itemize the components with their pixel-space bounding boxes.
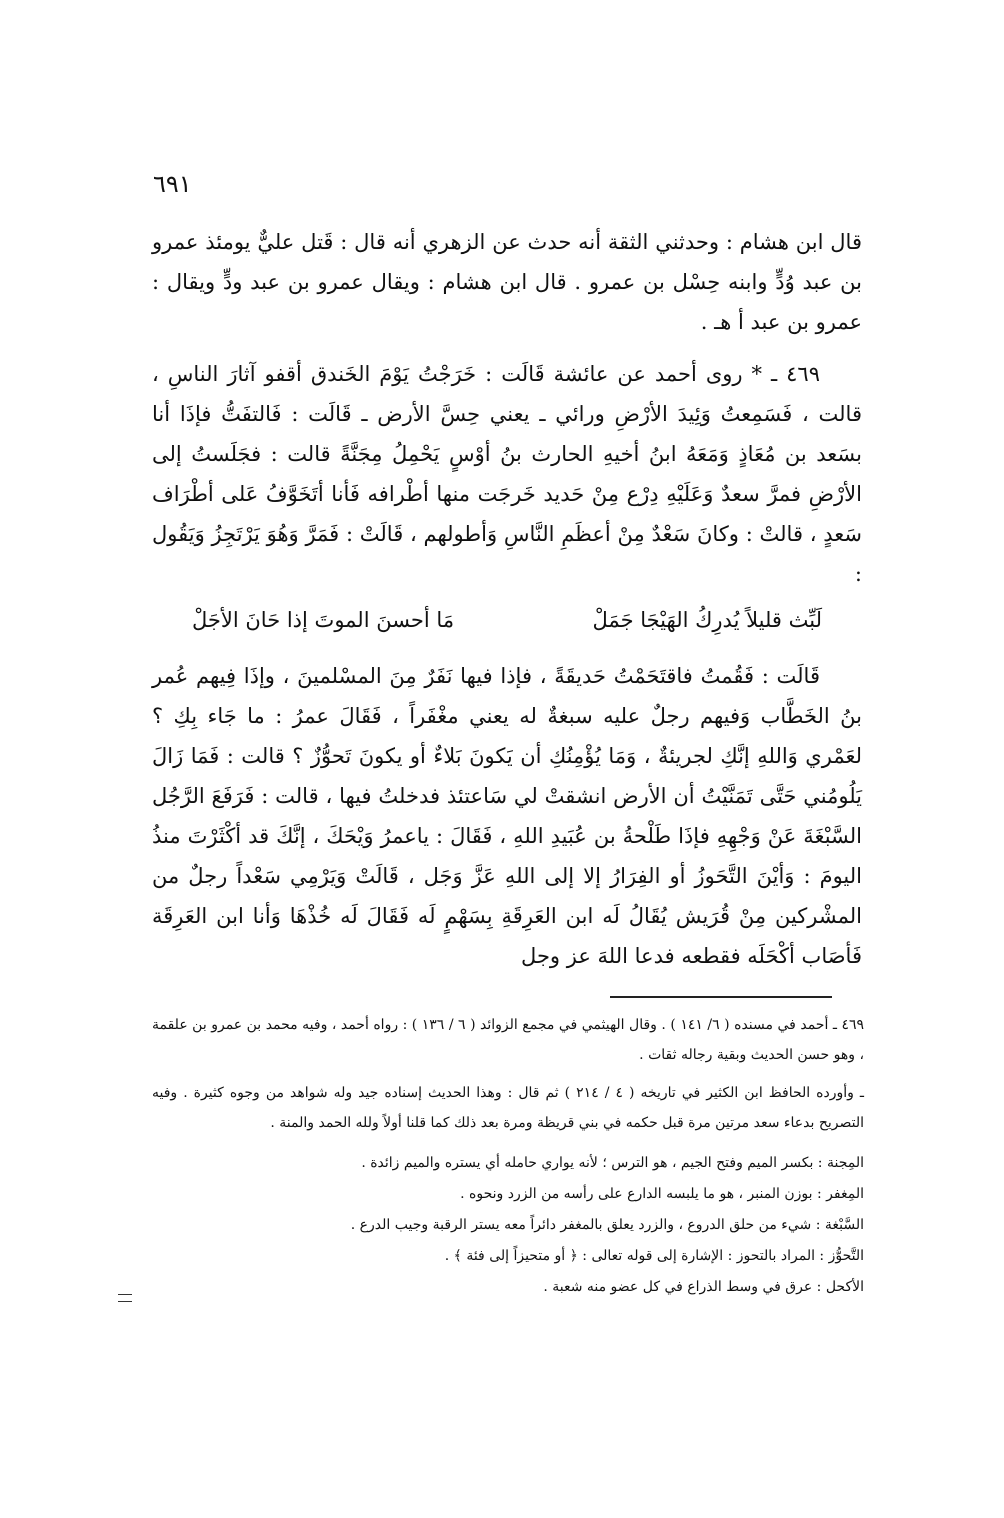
footnote-ibn-kathir: ـ وأورده الحافظ ابن الكثير في تاريخه ( ٤ / ٢١٤ ) ثم قال : وهذا الحديث إسناده جيد وله شواهد من وجوه كثيرة . وفيه التصريح بدعاء سعد مرتين مرة قبل حكمه في بني قريظة ومرة بعد ذلك كما قلنا أولاً ولله الحمد والمنة . xyxy=(152,1085,865,1131)
glossary-item: المِجنة : بكسر الميم وفتح الجيم ، هو الترس ؛ لأنه يواري حامله أي يستره والميم زائدة . xyxy=(361,1155,864,1171)
page-number: ٦٩١ xyxy=(153,170,192,198)
main-text xyxy=(152,222,862,976)
footnotes xyxy=(152,1010,864,1303)
poetry-verse xyxy=(192,600,822,640)
footnote-source: ٤٦٩ ـ أحمد في مسنده ( ٦/ ١٤١ ) . وقال الهيثمي في مجمع الزوائد ( ٦ / ١٣٦ ) : رواه أحمد ، وفيه محمد بن عمرو بن علقمة ، وهو حسن الحديث وبقية رجاله ثقات . xyxy=(152,1017,864,1063)
paragraph-ibn-hisham: قال ابن هشام : وحدثني الثقة أنه حدث عن الزهري أنه قال : قَتل عليٌّ يومئذ عمرو بن عبد وُدٍّ وابنه حِسْل بن عمرو . قال ابن هشام : ويقال عمرو بن عبد ودٍّ ويقال : عمرو بن عبد أ هـ . xyxy=(152,230,862,334)
glossary-item: السَّبْغة : شيء من حلق الدروع ، والزرد يعلق بالمغفر دائراً معه يستر الرقبة وجيب الدرع . xyxy=(350,1217,864,1233)
glossary-item: المِغفر : بوزن المنبر ، هو ما يلبسه الدارع على رأسه من الزرد ونحوه . xyxy=(460,1186,864,1202)
paragraph-hadith-469: ٤٦٩ ـ * روى أحمد عن عائشة قَالَت : خَرَجْتُ يَوْمَ الخَندق أقفو آثارَ الناسِ ، قالت ، فَسَمِعتُ وَئِيدَ الأرْضِ ورائي ـ يعني حِسَّ الأرض ـ قَالَت : فَالتفَتُّ فإذَا أنا بسَعد بن مُعَاذٍ وَمَعَهُ ابنُ أخيهِ الحارث بنُ أوْسٍ يَحْمِلُ مِجَنَّةً قالت : فجَلَستُ إلى الأرْضِ فمرَّ سعدٌ وَعَلَيْهِ دِرْع مِنْ حَديد خَرجَت منها أطْرافه فَأنا أتَخَوَّفُ عَلى أطْرَاف سَعدٍ ، قالتْ : وكانَ سَعْدٌ مِنْ أعظَمِ النَّاسِ وَأطولهم ، قَالَتْ : فَمَرَّ وَهُوَ يَرْتَجِزُ وَيَقُول : xyxy=(152,362,862,586)
paragraph-continuation: قَالَت : فَقُمتُ فاقتَحَمْتُ حَديقَةً ، فإذا فيها نَفَرٌ مِنَ المسْلمينَ ، وإذَا فِيهم عُمر بنُ الخَطَّاب وَفيهم رجلٌ عليه سبغةٌ له يعني مغْفَراً ، فَقَالَ عمرُ : ما جَاء بِكِ ؟ لعَمْري وَاللهِ إنَّكِ لجريئةٌ ، وَمَا يُؤْمِنُكِ أن يَكونَ بَلاءٌ أو يكونَ تَحوُّزٌ ؟ قالت : فَمَا زَالَ يَلُومُني حَتَّى تَمَنَّيْتُ أن الأرض انشقتْ لي سَاعتئذ فدخلتُ فيها ، قالت : فَرَفَعَ الرَّجُل السَّبْغَةَ عَنْ وَجْهِهِ فإذَا طَلْحةُ بن عُبَيدِ اللهِ ، فَقَالَ : ياعمرُ وَيْحَكَ ، إنَّكَ قد أكْثَرْتَ منذُ اليومَ : وَأيْنَ التَّحَوزُ أو الفِرَارُ إلا إلى اللهِ عَزَّ وَجَل ، قَالَتْ وَيَرْمِي سَعْداً رجلٌ من المشْركين مِنْ قُرَيش يُقَالُ لَه ابن العَرِقَةِ بِسَهْمٍ لَه فَقَالَ لَه خُذْهَا وَأنا ابن العَرِقَة فَأصَاب أكْحَلَه فقطعه فدعا اللهَ عز وجل xyxy=(152,664,862,968)
glossary-item: الأكحل : عرق في وسط الذراع في كل عضو منه شعبة . xyxy=(543,1279,864,1295)
verse-first-hemistich: لَبِّث قليلاً يُدرِكُ الهَيْجَا جَمَلْ xyxy=(592,608,822,632)
verse-second-hemistich: مَا أحسنَ الموتَ إذا حَانَ الأجَلْ xyxy=(192,608,455,632)
margin-mark xyxy=(118,1294,132,1302)
footnote-divider xyxy=(610,996,832,998)
glossary xyxy=(152,1148,864,1303)
glossary-item: التَّحوُّز : المراد بالتحوز : الإشارة إلى قوله تعالى : ﴿ أو متحيزاً إلى فئة ﴾ . xyxy=(444,1248,864,1264)
